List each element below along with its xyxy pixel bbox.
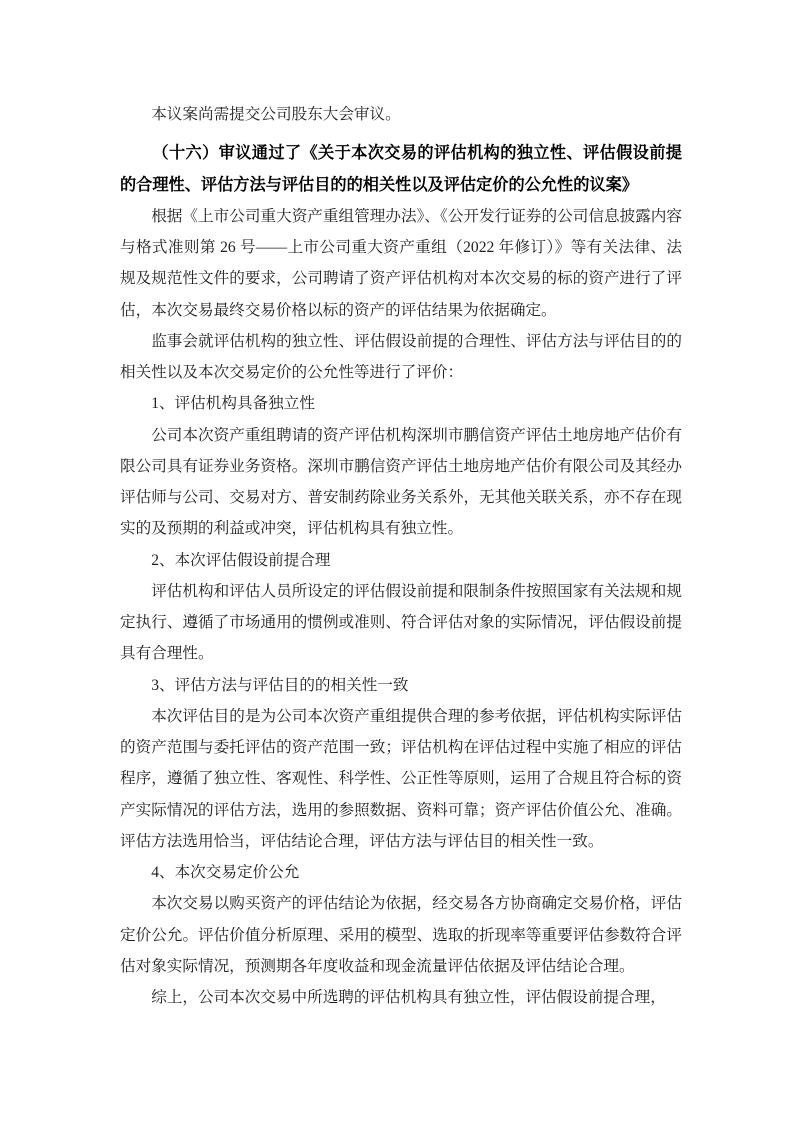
paragraph: 本次交易以购买资产的评估结论为依据，经交易各方协商确定交易价格，评估定价公允。评估价值分析原理、采用的模型、选取的折现率等重要评估参数符合评估对象实际情况，预测期各年度收益和现金流量评估依据及评估结论合理。 — [120, 895, 682, 975]
paragraph: 2、本次评估假设前提合理 — [151, 551, 331, 569]
document-content — [120, 99, 682, 1013]
paragraph: 综上，公司本次交易中所选聘的评估机构具有独立性，评估假设前提合理， — [151, 989, 666, 1006]
paragraph: 监事会就评估机构的独立性、评估假设前提的合理性、评估方法与评估目的的相关性以及本次交易定价的公允性等进行了评价： — [120, 332, 682, 381]
paragraph: 公司本次资产重组聘请的资产评估机构深圳市鹏信资产评估土地房地产估价有限公司具有证券业务资格。深圳市鹏信资产评估土地房地产估价有限公司及其经办评估师与公司、交易对方、普安制药除业务关系外，无其他关联关系，亦不存在现实的及预期的利益或冲突，评估机构具有独立性。 — [120, 426, 682, 538]
section-heading: （十六）审议通过了《关于本次交易的评估机构的独立性、评估假设前提的合理性、评估方法与评估目的的相关性以及评估定价的公允性的议案》 — [120, 144, 682, 194]
paragraph: 4、本次交易定价公允 — [151, 864, 300, 881]
paragraph: 1、评估机构具备独立性 — [151, 395, 315, 413]
paragraph: 本议案尚需提交公司股东大会审议。 — [151, 106, 401, 123]
paragraph: 根据《上市公司重大资产重组管理办法》、《公开发行证券的公司信息披露内容与格式准则第 26 号——上市公司重大资产重组（2022 年修订）》等有关法律、法规及规范性文件的要求，公司聘请了资产评估机构对本次交易的标的资产进行了评估，本次交易最终交易价格以标的资产的评估结果为依据确定。 — [120, 207, 682, 319]
paragraph: 评估机构和评估人员所设定的评估假设前提和限制条件按照国家有关法规和规定执行、遵循了市场通用的惯例或准则、符合评估对象的实际情况，评估假设前提具有合理性。 — [120, 582, 682, 663]
paragraph: 本次评估目的是为公司本次资产重组提供合理的参考依据，评估机构实际评估的资产范围与委托评估的资产范围一致；评估机构在评估过程中实施了相应的评估程序，遵循了独立性、客观性、科学性、公正性等原则，运用了合规且符合标的资产实际情况的评估方法，选用的参照数据、资料可靠；资产评估价值公允、准确。评估方法选用恰当，评估结论合理，评估方法与评估目的相关性一致。 — [120, 707, 682, 850]
paragraph: 3、评估方法与评估目的的相关性一致 — [151, 676, 409, 694]
